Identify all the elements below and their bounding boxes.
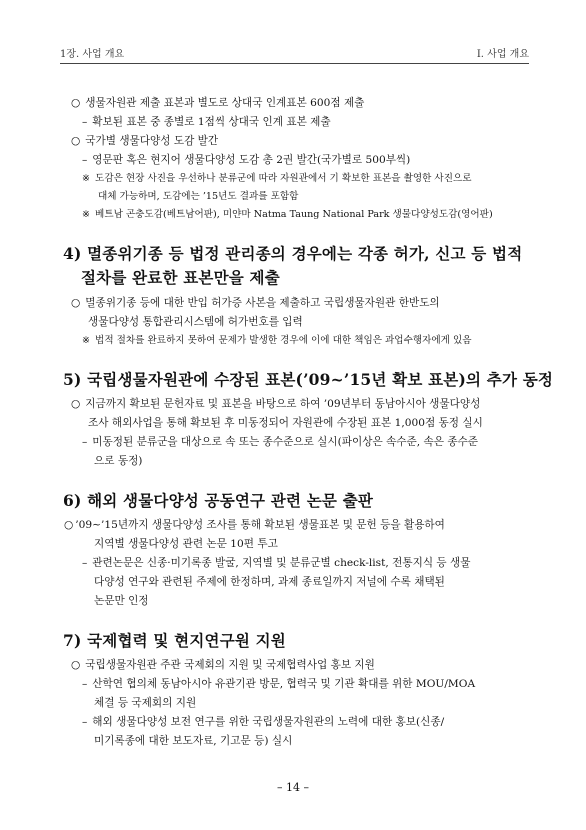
list-item: ○ 국가별 생물다양성 도감 발간: [71, 135, 219, 147]
running-header: [60, 38, 529, 64]
list-item: – 영문판 혹은 현지어 생물다양성 도감 총 2권 발간(국가별로 500부씩): [82, 154, 411, 166]
list-item: ○ ’09∼’15년까지 생물다양성 조사를 통해 확보된 생물표본 및 문헌 등을 활용하여: [64, 519, 445, 531]
list-item: 다양성 연구와 관련된 주제에 한정하며, 과제 종료일까지 저널에 수록 채택된: [94, 576, 445, 588]
list-item: ○ 멸종위기종 등에 대한 반입 허가증 사본을 제출하고 국립생물자원관 한반도의: [71, 297, 440, 309]
list-item: – 해외 생물다양성 보전 연구를 위한 국립생물자원관의 노력에 대한 홍보(신종/: [82, 716, 445, 728]
list-item: 논문만 인정: [94, 595, 149, 607]
list-item: 지역별 생물다양성 관련 논문 10편 투고: [94, 538, 278, 550]
section-7-title: 7) 국제협력 및 현지연구원 지원: [63, 631, 286, 650]
section-4-title-cont: 절차를 완료한 표본만을 제출: [81, 268, 280, 287]
section-4-title: 4) 멸종위기종 등 법정 관리종의 경우에는 각종 허가, 신고 등 법적: [63, 244, 523, 263]
section-6-title: 6) 해외 생물다양성 공동연구 관련 논문 출판: [63, 491, 374, 510]
list-item: – 미동정된 분류군을 대상으로 속 또는 종수준으로 실시(파이상은 속수준, 속은 종수준: [82, 436, 479, 448]
list-item: 으로 동정): [94, 455, 143, 467]
list-item: ○ 국립생물자원관 주관 국제회의 지원 및 국제협력사업 홍보 지원: [71, 659, 375, 671]
note-item: ※ 도감은 현장 사진을 우선하나 분류군에 따라 자원관에서 기 확보한 표본을 촬영한 사진으로: [82, 173, 472, 184]
list-item: 조사 해외사업을 통해 확보된 후 미동정되어 자원관에 수장된 표본 1,000점 동정 실시: [88, 417, 483, 429]
section-5-title: 5) 국립생물자원관에 수장된 표본(’09~’15년 확보 표본)의 추가 동정: [63, 370, 554, 389]
list-item: – 산학연 협의체 동남아시아 유관기관 방문, 협력국 및 기관 확대를 위한 MOU/MOA: [82, 678, 476, 690]
note-item: ※ 베트남 곤충도감(베트남어판), 미얀마 Natma Taung National Park 생물다양성도감(영어판): [82, 209, 493, 220]
header-section: Ⅰ. 사업 개요: [476, 49, 529, 60]
list-item: 미기록종에 대한 보도자료, 기고문 등) 실시: [94, 735, 293, 747]
list-item: 생물다양성 통합관리시스템에 허가번호를 입력: [88, 316, 303, 328]
list-item: ○ 지금까지 확보된 문헌자료 및 표본을 바탕으로 하여 ’09년부터 동남아시아 생물다양성: [71, 398, 481, 410]
list-item: – 확보된 표본 중 종별로 1점씩 상대국 인계 표본 제출: [82, 116, 331, 128]
list-item: – 관련논문은 신종·미기록종 발굴, 지역별 및 분류군별 check-list, 전통지식 등 생물: [82, 557, 471, 569]
note-item: 대체 가능하며, 도감에는 ’15년도 결과를 포함함: [98, 191, 299, 202]
header-chapter: 1장. 사업 개요: [60, 49, 125, 60]
note-item: ※ 법적 절차를 완료하지 못하여 문제가 발생한 경우에 이에 대한 책임은 과업수행자에게 있음: [82, 335, 472, 346]
page-number: – 14 –: [277, 781, 309, 794]
list-item: 체결 등 국제회의 지원: [94, 697, 197, 709]
list-item: ○ 생물자원관 제출 표본과 별도로 상대국 인계표본 600점 제출: [71, 97, 365, 109]
